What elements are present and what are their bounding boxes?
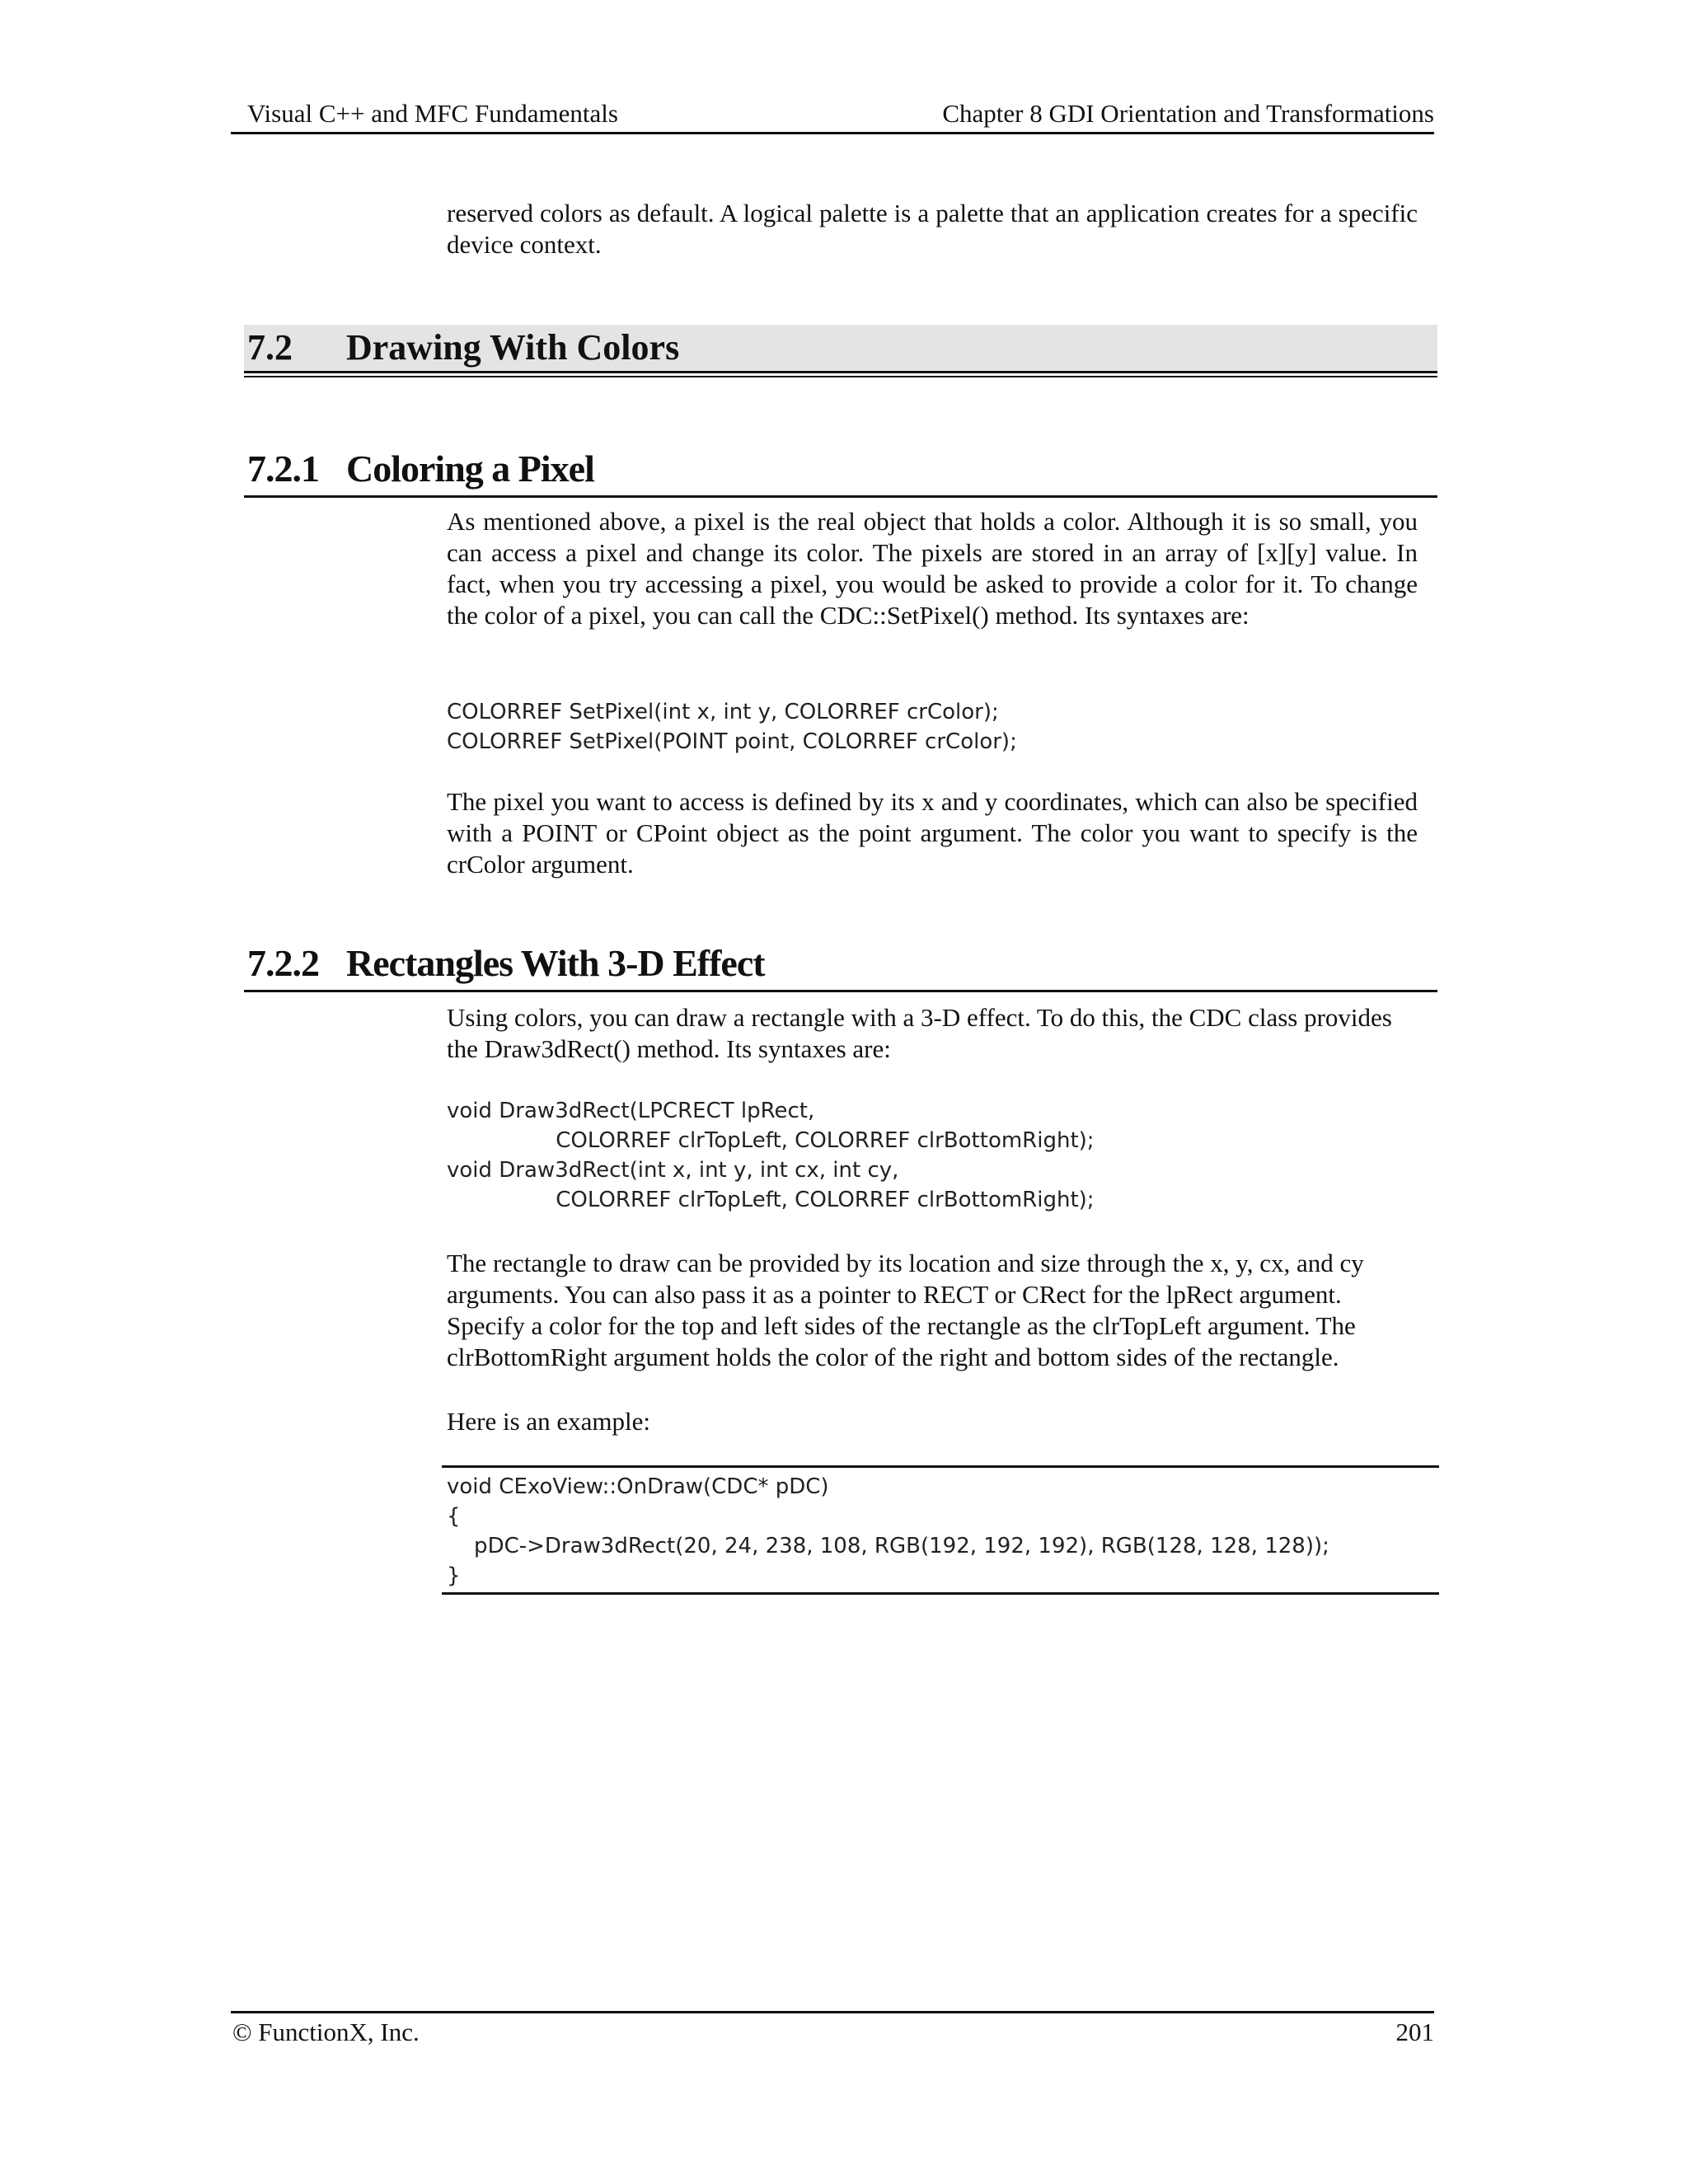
example-code-rule-top bbox=[442, 1465, 1439, 1468]
example-intro: Here is an example: bbox=[447, 1407, 651, 1436]
example-code-rule-bottom bbox=[442, 1592, 1439, 1595]
subsection-2-paragraph-1: Using colors, you can draw a rectangle with a 3-D effect. To do this, the CDC class provides the Draw3dRect() method. Its syntaxes are: bbox=[447, 1003, 1392, 1063]
subsection-1-number: 7.2.1 bbox=[247, 448, 319, 490]
subsection-1-title: Coloring a Pixel bbox=[346, 448, 594, 490]
page-number: 201 bbox=[1395, 2018, 1434, 2046]
setpixel-syntax-code: COLORREF SetPixel(int x, int y, COLORREF crColor); COLORREF SetPixel(POINT point, COLORREF crColor); bbox=[447, 700, 1017, 754]
footer-copyright: © FunctionX, Inc. bbox=[232, 2018, 420, 2046]
example-code-block: void CExoView::OnDraw(CDC* pDC) { pDC->Draw3dRect(20, 24, 238, 108, RGB(192, 192, 192), RGB(128, 128, 128)); } bbox=[447, 1474, 1329, 1588]
header-rule bbox=[231, 132, 1434, 134]
draw3drect-syntax-code: void Draw3dRect(LPCRECT lpRect, COLORREF clrTopLeft, COLORREF clrBottomRight); void Draw3dRect(int x, int y, int cx, int cy, COLORREF clrTopLeft, COLORREF clrBottomRight); bbox=[447, 1099, 1095, 1212]
subsection-2-rule bbox=[244, 990, 1437, 992]
running-header-right: Chapter 8 GDI Orientation and Transformations bbox=[942, 99, 1434, 128]
section-number: 7.2 bbox=[247, 327, 293, 368]
subsection-1-paragraph-1: As mentioned above, a pixel is the real object that holds a color. Although it is so small, you can access a pixel and change its color. The pixels are stored in an array of [x][y] value. In fact, when you try accessing a pixel, you would be asked to provide a color for it. To change the color of a pixel, you can call the CDC::SetPixel() method. Its syntaxes are: bbox=[447, 507, 1418, 630]
section-rule-bottom bbox=[244, 376, 1437, 377]
subsection-2-paragraph-2: The rectangle to draw can be provided by its location and size through the x, y, cx, and cy arguments. You can also pass it as a pointer to RECT or CRect for the lpRect argument. Specify a color for the top and left sides of the rectangle as the clrTopLeft argument. The clrBottomRight argument holds the color of the right and bottom sides of the rectangle. bbox=[447, 1249, 1364, 1371]
footer-rule bbox=[231, 2011, 1434, 2013]
section-rule-top bbox=[244, 371, 1437, 373]
subsection-1-rule bbox=[244, 495, 1437, 498]
section-title: Drawing With Colors bbox=[346, 327, 680, 368]
subsection-2-title: Rectangles With 3-D Effect bbox=[346, 942, 765, 984]
running-header-left: Visual C++ and MFC Fundamentals bbox=[247, 99, 618, 128]
intro-paragraph: reserved colors as default. A logical palette is a palette that an application creates for a specific device context. bbox=[447, 199, 1418, 259]
subsection-2-number: 7.2.2 bbox=[247, 942, 319, 984]
subsection-1-paragraph-2: The pixel you want to access is defined by its x and y coordinates, which can also be specified with a POINT or CPoint object as the point argument. The color you want to specify is the crColor argument. bbox=[447, 787, 1418, 879]
